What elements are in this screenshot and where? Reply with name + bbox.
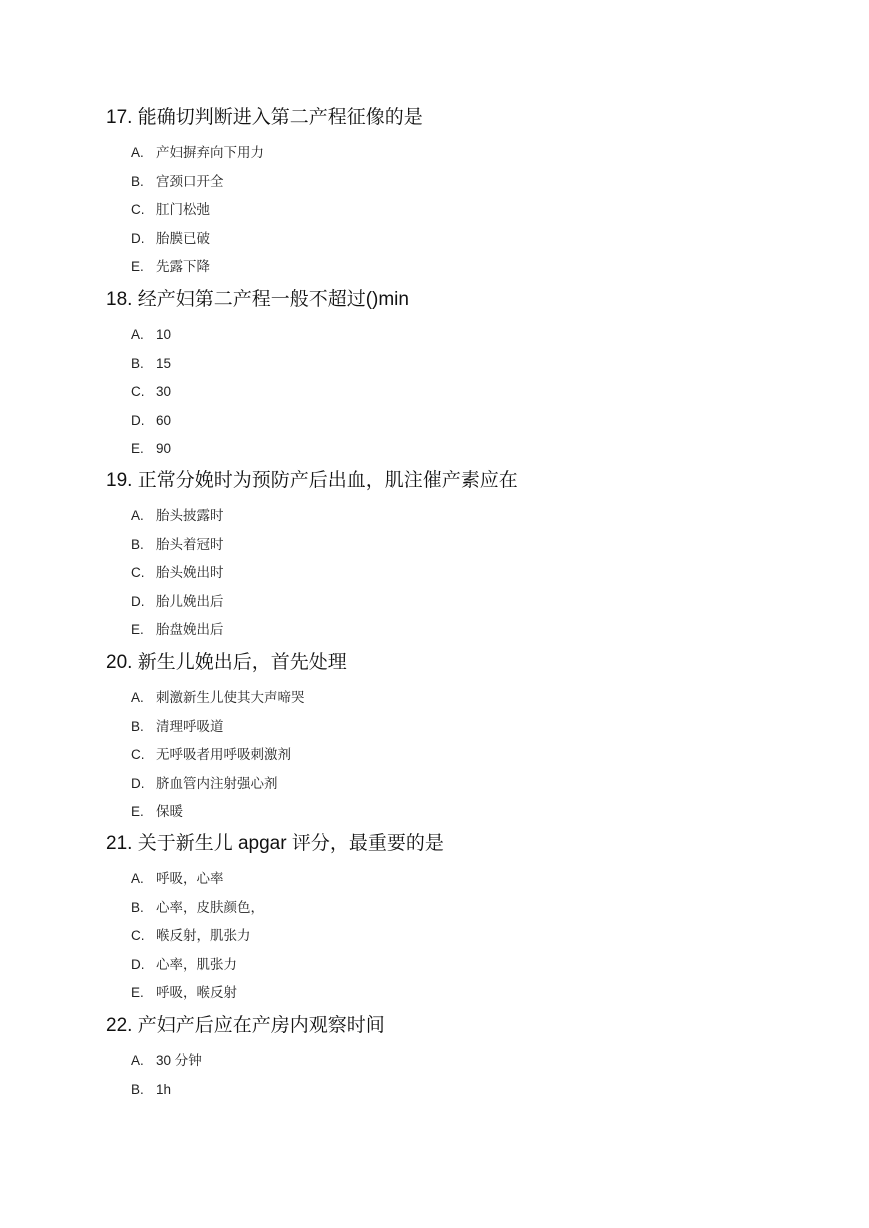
option-text: 无呼吸者用呼吸刺激剂 <box>156 747 291 762</box>
question-19 <box>106 468 846 645</box>
option-c <box>131 741 846 770</box>
option-letter: D. <box>131 230 145 246</box>
option-text: 呼吸，喉反射 <box>156 985 237 1000</box>
question-18 <box>106 287 846 464</box>
option-letter: A. <box>131 508 144 523</box>
option-list <box>106 1047 846 1104</box>
option-text: 10 <box>156 327 172 342</box>
option-text: 喉反射，肌张力 <box>156 928 251 943</box>
option-text: 60 <box>156 412 172 428</box>
option-text: 胎头披露时 <box>156 508 224 523</box>
option-letter: E. <box>131 622 144 637</box>
question-21 <box>106 831 846 1008</box>
option-list <box>106 684 846 827</box>
option-c <box>131 922 846 951</box>
option-text: 胎头着冠时 <box>156 536 224 552</box>
option-text: 心率，皮肤颜色， <box>156 899 264 915</box>
question-title: 20. 新生儿娩出后，首先处理 <box>106 652 347 673</box>
option-c <box>131 196 846 225</box>
option-a <box>131 502 846 531</box>
option-a <box>131 865 846 894</box>
option-e <box>131 798 846 827</box>
question-20 <box>106 650 846 827</box>
option-text: 胎盘娩出后 <box>156 622 224 637</box>
option-list <box>106 502 846 645</box>
option-letter: C. <box>131 202 145 217</box>
option-text: 宫颈口开全 <box>156 173 224 189</box>
option-letter: B. <box>131 536 144 552</box>
option-letter: A. <box>131 871 144 886</box>
option-letter: E. <box>131 985 144 1000</box>
option-d <box>131 225 846 254</box>
option-text: 刺激新生儿使其大声啼哭 <box>156 690 305 705</box>
option-b <box>131 894 846 923</box>
option-text: 清理呼吸道 <box>156 718 224 734</box>
option-text: 呼吸，心率 <box>156 871 224 886</box>
option-text: 保暖 <box>156 804 183 819</box>
option-text: 90 <box>156 441 172 456</box>
option-a <box>131 1047 846 1076</box>
option-b <box>131 531 846 560</box>
option-letter: D. <box>131 593 145 609</box>
option-letter: C. <box>131 384 145 399</box>
option-text: 先露下降 <box>156 259 210 274</box>
option-letter: E. <box>131 804 144 819</box>
option-d <box>131 407 846 436</box>
option-text: 胎头娩出时 <box>156 565 224 580</box>
option-d <box>131 951 846 980</box>
option-text: 肛门松弛 <box>156 202 210 217</box>
option-letter: B. <box>131 173 144 189</box>
option-b <box>131 350 846 379</box>
option-letter: A. <box>131 1053 144 1068</box>
question-title: 22. 产妇产后应在产房内观察时间 <box>106 1015 385 1036</box>
option-a <box>131 321 846 350</box>
option-letter: D. <box>131 956 145 972</box>
option-letter: D. <box>131 775 145 791</box>
option-c <box>131 559 846 588</box>
option-text: 胎儿娩出后 <box>156 593 224 609</box>
option-letter: E. <box>131 259 144 274</box>
option-a <box>131 139 846 168</box>
question-22 <box>106 1013 846 1104</box>
option-text: 心率，肌张力 <box>156 956 237 972</box>
option-letter: E. <box>131 441 144 456</box>
question-17 <box>106 105 846 282</box>
option-e <box>131 616 846 645</box>
option-b <box>131 1076 846 1105</box>
option-text: 脐血管内注射强心剂 <box>156 775 278 791</box>
question-title: 21. 关于新生儿 apgar 评分，最重要的是 <box>106 833 444 854</box>
option-letter: B. <box>131 899 144 915</box>
option-letter: A. <box>131 145 144 160</box>
option-letter: B. <box>131 1081 144 1097</box>
option-text: 胎膜已破 <box>156 230 210 246</box>
option-letter: B. <box>131 355 144 371</box>
option-list <box>106 139 846 282</box>
option-c <box>131 378 846 407</box>
option-letter: A. <box>131 690 144 705</box>
option-e <box>131 253 846 282</box>
question-title: 18. 经产妇第二产程一般不超过()min <box>106 289 409 310</box>
option-b <box>131 713 846 742</box>
option-text: 1h <box>156 1081 172 1097</box>
option-text: 30 <box>156 384 172 399</box>
option-letter: B. <box>131 718 144 734</box>
option-letter: C. <box>131 928 145 943</box>
option-e <box>131 979 846 1008</box>
option-text: 30 分钟 <box>156 1053 202 1068</box>
option-d <box>131 588 846 617</box>
option-b <box>131 168 846 197</box>
option-d <box>131 770 846 799</box>
option-a <box>131 684 846 713</box>
option-letter: A. <box>131 327 144 342</box>
option-letter: C. <box>131 747 145 762</box>
option-e <box>131 435 846 464</box>
option-list <box>106 865 846 1008</box>
option-list <box>106 321 846 464</box>
question-title: 19. 正常分娩时为预防产后出血，肌注催产素应在 <box>106 470 518 491</box>
option-letter: D. <box>131 412 145 428</box>
option-text: 产妇摒弃向下用力 <box>156 145 264 160</box>
option-letter: C. <box>131 565 145 580</box>
question-title: 17. 能确切判断进入第二产程征像的是 <box>106 107 423 128</box>
option-text: 15 <box>156 355 172 371</box>
